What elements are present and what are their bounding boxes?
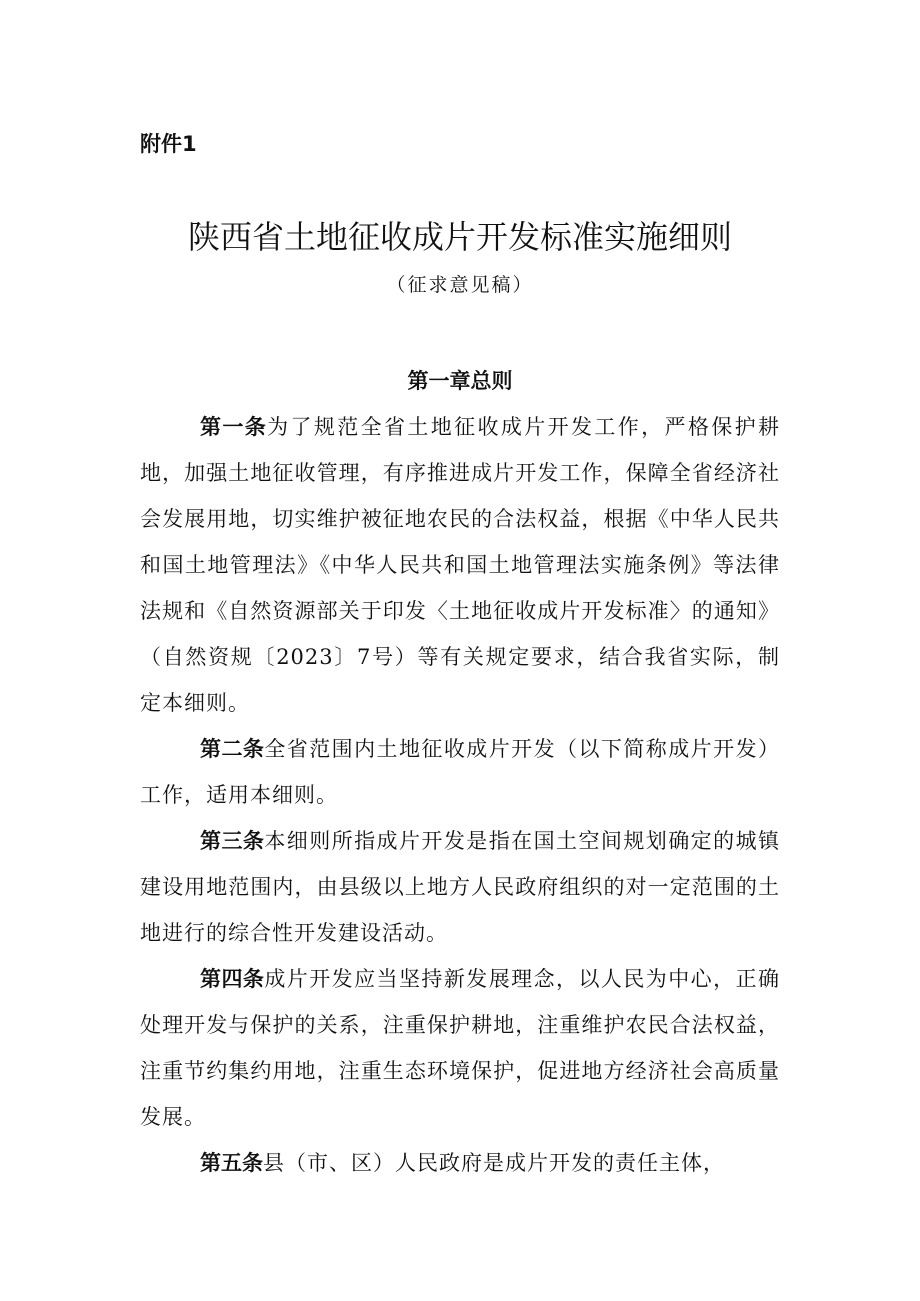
article-text: 县（市、区）人民政府是成片开发的责任主体， (263, 1151, 725, 1175)
article-text: 本细则所指成片开发是指在国土空间规划确定的城镇建设用地范围内，由县级以上地方人民政府组织的对一定范围的土地进行的综合性开发建设活动。 (140, 829, 781, 945)
attachment-label: 附件1 (140, 132, 197, 156)
article-label: 第四条 (200, 967, 265, 991)
article-3 (140, 818, 780, 956)
chapter-heading: 第一章总则 (407, 369, 513, 393)
article-label: 第二条 (200, 737, 265, 761)
article-4 (140, 956, 780, 1140)
article-label: 第五条 (200, 1151, 263, 1175)
article-text: 全省范围内土地征收成片开发（以下简称成片开发）工作，适用本细则。 (140, 737, 781, 807)
document-body (140, 404, 780, 1186)
article-5 (140, 1140, 780, 1186)
article-label: 第三条 (200, 829, 265, 853)
article-1 (140, 404, 780, 726)
article-text: 为了规范全省土地征收成片开发工作，严格保护耕地，加强土地征收管理，有序推进成片开发工作，保障全省经济社会发展用地，切实维护被征地农民的合法权益，根据《中华人民共和国土地管理法》《中华人民共和国土地管理法实施条例》等法律法规和《自然资源部关于印发〈土地征收成片开发标准〉的通知》（自然资规〔2023〕7号）等有关规定要求，结合我省实际，制定本细则。 (140, 415, 780, 715)
article-2 (140, 726, 780, 818)
article-text: 成片开发应当坚持新发展理念，以人民为中心，正确处理开发与保护的关系，注重保护耕地，注重维护农民合法权益，注重节约集约用地，注重生态环境保护，促进地方经济社会高质量发展。 (140, 967, 781, 1129)
article-label: 第一条 (200, 415, 268, 439)
document-title: 陕西省土地征收成片开发标准实施细则 (187, 218, 732, 256)
document-subtitle: （征求意见稿） (386, 274, 534, 296)
